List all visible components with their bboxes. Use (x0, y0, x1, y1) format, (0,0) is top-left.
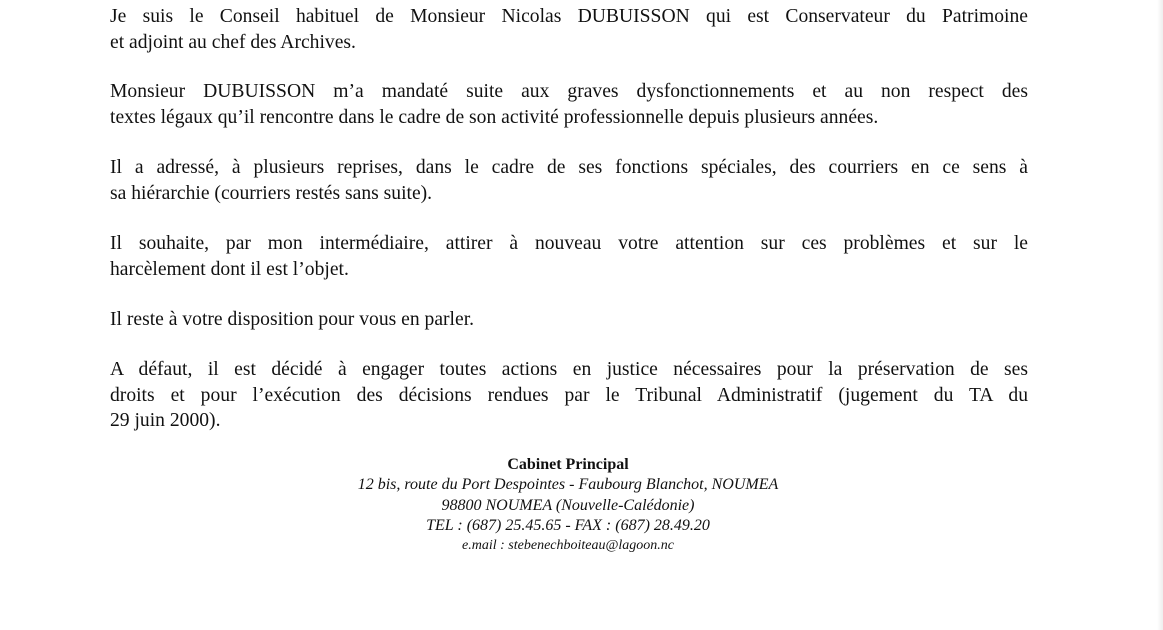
footer-address-line-2: 98800 NOUMEA (Nouvelle-Calédonie) (441, 496, 695, 514)
paragraph-line: Il souhaite, par mon intermédiaire, attirer à nouveau votre attention sur ces problèmes et sur le (110, 233, 1028, 254)
paragraph-counsel-intro (110, 4, 1028, 55)
paragraph-line: droits et pour l’exécution des décisions rendues par le Tribunal Administratif (jugement du TA du (110, 384, 1028, 406)
paragraph-legal-action (110, 357, 1028, 434)
paragraph-line: sa hiérarchie (courriers restés sans suite). (110, 182, 433, 204)
footer-address-line-1: 12 bis, route du Port Despointes - Faubourg Blanchot, NOUMEA (357, 476, 779, 493)
paragraph-mandate (110, 79, 1028, 130)
footer-title: Cabinet Principal (507, 456, 629, 473)
paragraph-line: harcèlement dont il est l’objet. (110, 258, 349, 280)
paragraph-line: Il reste à votre disposition pour vous en parler. (110, 309, 475, 330)
paragraph-line: 29 juin 2000). (110, 410, 221, 431)
footer-phone-fax: TEL : (687) 25.45.65 - FAX : (687) 28.49.20 (426, 517, 710, 534)
paragraph-letters-sent (110, 155, 1028, 206)
paragraph-line: A défaut, il est décidé à engager toutes actions en justice nécessaires pour la préservation de ses (110, 359, 1028, 380)
paragraph-attention (110, 231, 1028, 282)
paragraph-line: Monsieur DUBUISSON m’a mandaté suite aux graves dysfonctionnements et au non respect des (110, 81, 1028, 102)
paragraph-availability (110, 307, 1028, 333)
paragraph-line: textes légaux qu’il rencontre dans le cadre de son activité professionnelle depuis plusieurs années. (110, 106, 879, 128)
footer-email: e.mail : stebenechboiteau@lagoon.nc (462, 537, 674, 553)
scan-edge-shadow (1157, 0, 1163, 630)
paragraph-line: Je suis le Conseil habituel de Monsieur Nicolas DUBUISSON qui est Conservateur du Patrimoine (110, 6, 1028, 27)
letterhead-footer (268, 455, 868, 555)
paragraph-line: et adjoint au chef des Archives. (110, 31, 356, 53)
paragraph-line: Il a adressé, à plusieurs reprises, dans le cadre de ses fonctions spéciales, des courriers en ce sens à (110, 157, 1028, 178)
